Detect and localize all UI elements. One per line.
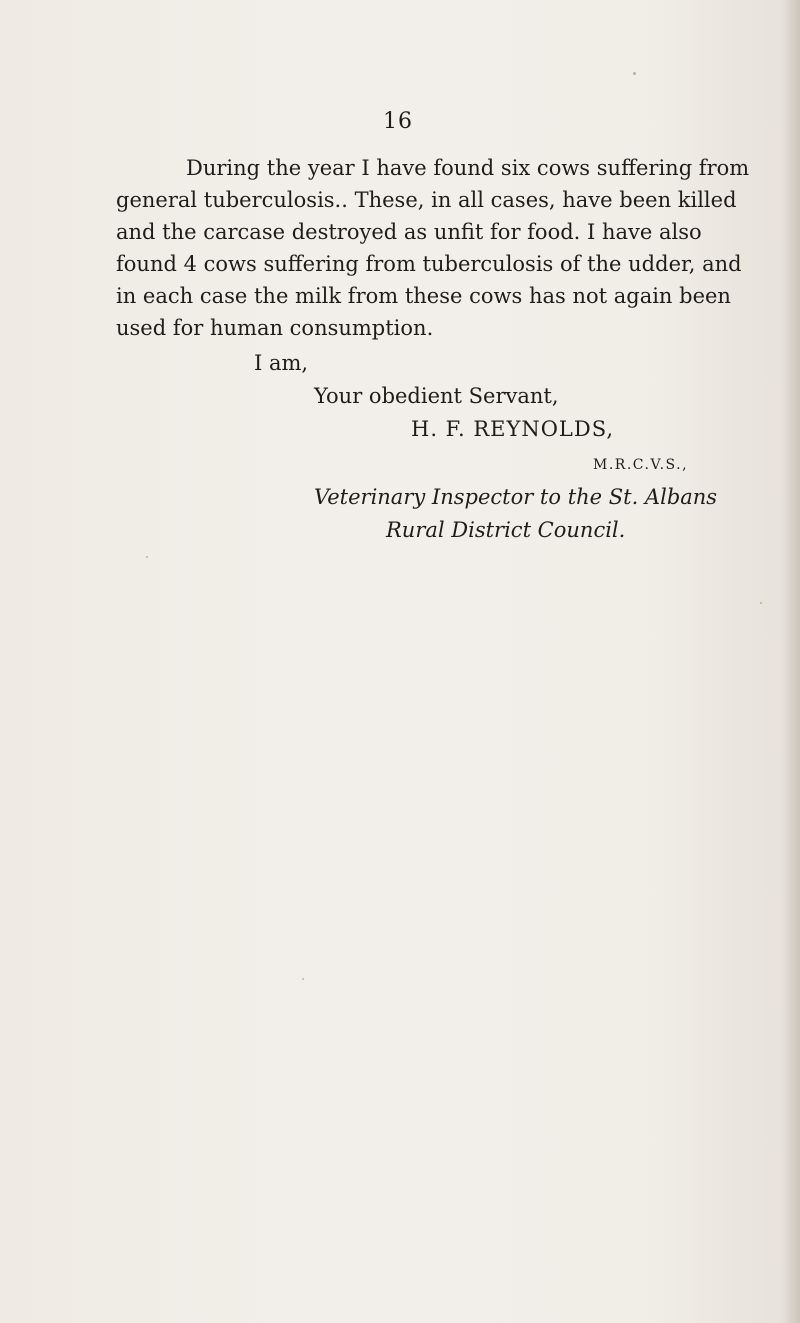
closing-line: I am, [254,351,309,375]
paragraph-line: used for human consumption. [116,316,434,340]
signatory-title-line-1: Veterinary Inspector to the St. Albans [314,485,718,509]
paragraph-line: During the year I have found six cows suffering from [186,156,750,180]
paragraph-line: found 4 cows suffering from tuberculosis of the udder, and [116,252,742,276]
letter-paragraph [116,152,750,344]
signatory-name: H. F. REYNOLDS, [411,417,615,441]
signatory-credentials: M.R.C.V.S., [593,457,689,473]
paragraph-line: and the carcase destroyed as unfit for food. I have also [116,220,702,244]
page-number: 16 [383,109,413,134]
salutation-line: Your obedient Servant, [314,384,559,408]
signatory-title-line-2: Rural District Council. [386,518,626,542]
paragraph-line: general tuberculosis.. These, in all cases, have been killed [116,188,737,212]
paragraph-line: in each case the milk from these cows has not again been [116,284,731,308]
